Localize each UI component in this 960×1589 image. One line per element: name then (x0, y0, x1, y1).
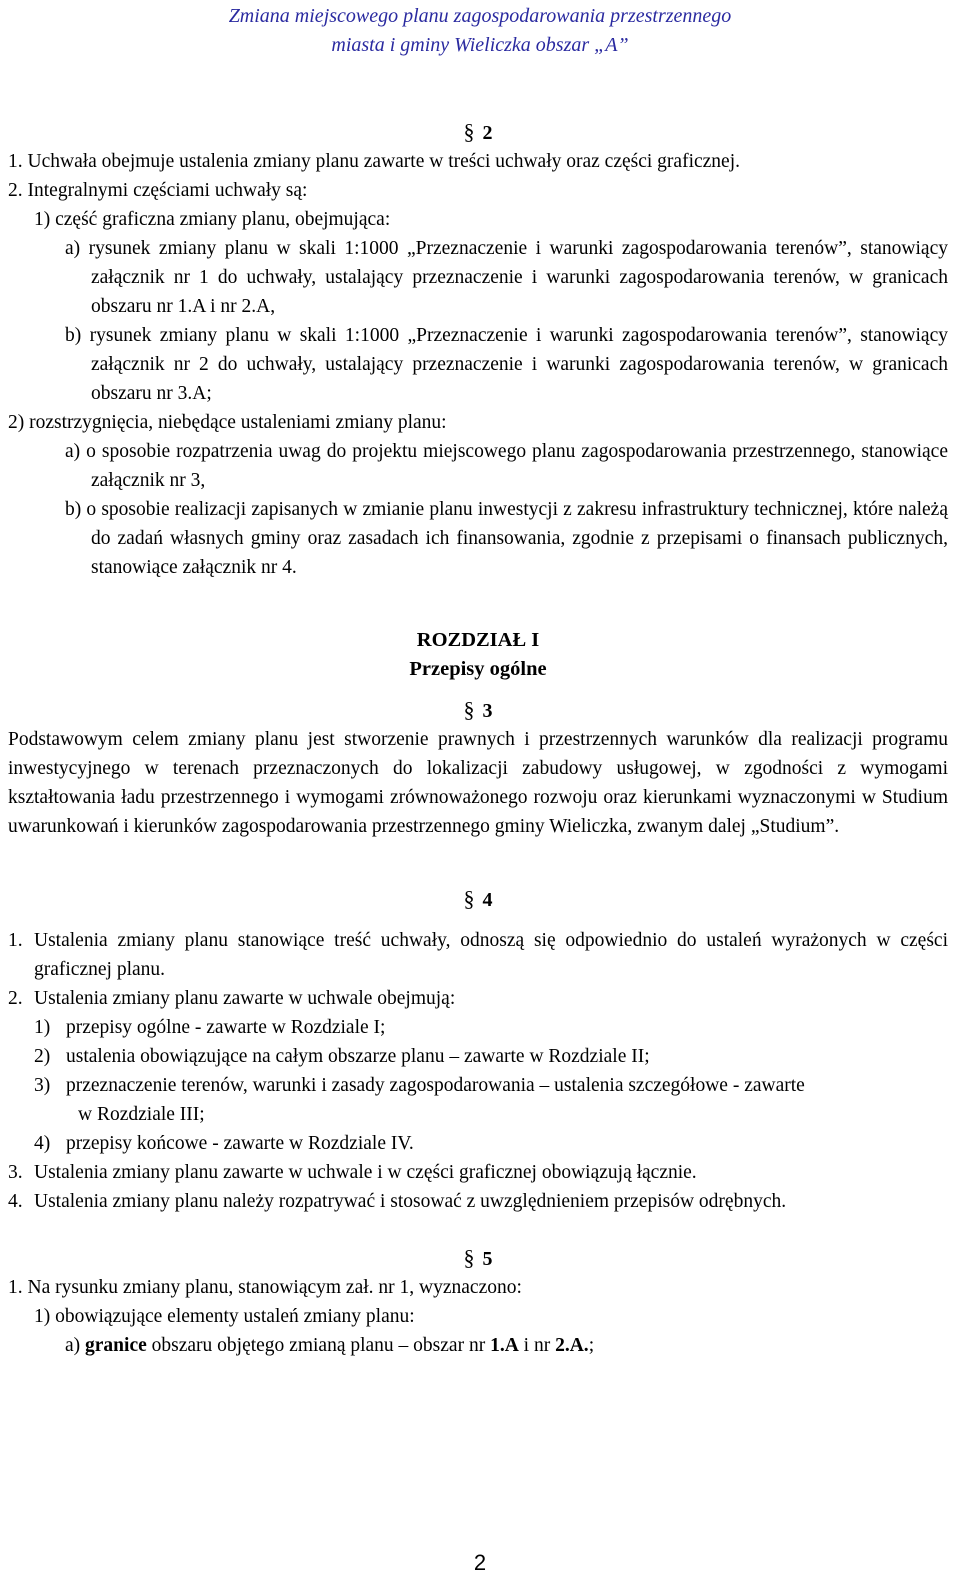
paragraph-3-heading (8, 696, 948, 725)
par4-point-4 (8, 1187, 948, 1216)
item-text: ; (588, 1335, 595, 1356)
document-header (0, 2, 960, 60)
chapter-subtitle: Przepisy ogólne (409, 658, 547, 680)
item-text: i nr (518, 1335, 556, 1356)
par3-text: Podstawowym celem zmiany planu jest stworzenie prawnych i przestrzennych warunków dla realizacji programu inwestycyjnego w terenach przeznaczonych do lokalizacji zabudowy usługowej, w zgodności z wymogami kształtowania ładu przestrzennego i wymogami zrównoważonego rozwoju oraz kierunkami wyznaczonymi w Studium uwarunkowań i kierunków zagospodarowania przestrzennego gminy Wieliczka, zwanym dalej „Studium”. (8, 729, 948, 837)
par2-item-1b: b) rysunek zmiany planu w skali 1:1000 „Przeznaczenie i warunki zagospodarowania terenów”, stanowiący załącznik nr 2 do uchwały, ustalający przeznaczenie i warunki zagospodarowania terenów, w granicach obszaru nr 3.A; (65, 325, 948, 404)
par2-item-2b: b) o sposobie realizacji zapisanych w zmianie planu inwestycji z zakresu infrastruktury technicznej, które należą do zadań własnych gminy oraz zasadach ich finansowania, zgodnie z przepisami o finansach publicznych, stanowiące załącznik nr 4. (65, 499, 948, 578)
chapter-title: ROZDZIAŁ I (416, 629, 540, 651)
par2-point-1: 1. Uchwała obejmuje ustalenia zmiany planu zawarte w treści uchwały oraz części graficznej. (8, 151, 740, 172)
par4-point-1 (8, 926, 948, 984)
item-text: obszaru objętego zmianą planu – obszar nr (146, 1335, 491, 1356)
point-number: 1. (8, 930, 23, 951)
subitem-text: przepisy ogólne - zawarte w Rozdziale I; (66, 1017, 386, 1038)
point-text: Ustalenia zmiany planu należy rozpatrywać i stosować z uwzględnieniem przepisów odrębnych. (34, 1191, 787, 1212)
section-sign: § (463, 697, 475, 722)
bold-area-number: 2.A. (555, 1335, 589, 1356)
point-number: 3. (8, 1162, 23, 1183)
section-sign: § (463, 1245, 475, 1270)
bold-area-number: 1.A (490, 1335, 519, 1356)
paragraph-4-heading (8, 885, 948, 914)
subitem-text: przeznaczenie terenów, warunki i zasady zagospodarowania – ustalenia szczegółowe - zawarte (66, 1075, 805, 1096)
par4-subitem-2 (8, 1042, 948, 1071)
bold-term: granice (85, 1335, 147, 1356)
point-text: Ustalenia zmiany planu stanowiące treść uchwały, odnoszą się odpowiednio do ustaleń wyrażonych w części graficznej planu. (34, 930, 948, 980)
par2-point-2: 2. Integralnymi częściami uchwały są: (8, 180, 308, 201)
document-body (8, 118, 948, 1360)
subitem-text: przepisy końcowe - zawarte w Rozdziale IV. (66, 1133, 414, 1154)
par4-subitem-3-continuation: w Rozdziale III; (78, 1104, 205, 1125)
paragraph-2-heading (8, 118, 948, 147)
point-number: 2. (8, 988, 23, 1009)
par2-item-2a: a) o sposobie rozpatrzenia uwag do projektu miejscowego planu zagospodarowania przestrzennego, stanowiące załącznik nr 3, (65, 441, 948, 491)
par2-item-2: 2) rozstrzygnięcia, niebędące ustaleniami zmiany planu: (8, 412, 447, 433)
subitem-number: 4) (34, 1133, 51, 1154)
paragraph-5-heading (8, 1244, 948, 1273)
paragraph-number: 2 (482, 122, 493, 144)
subitem-number: 2) (34, 1046, 51, 1067)
par4-subitem-3 (8, 1071, 948, 1100)
par4-subitem-4 (8, 1129, 948, 1158)
par2-item-1: 1) część graficzna zmiany planu, obejmująca: (34, 209, 391, 230)
header-line-2: miasta i gminy Wieliczka obszar „A” (331, 34, 629, 56)
section-sign: § (463, 886, 475, 911)
paragraph-number: 4 (482, 889, 493, 911)
par2-item-1a: a) rysunek zmiany planu w skali 1:1000 „Przeznaczenie i warunki zagospodarowania terenów”, stanowiący załącznik nr 1 do uchwały, ustalający przeznaczenie i warunki zagospodarowania terenów, w granicach obszaru nr 1.A i nr 2.A, (65, 238, 948, 317)
paragraph-number: 3 (482, 700, 493, 722)
par5-item-1: 1) obowiązujące elementy ustaleń zmiany planu: (34, 1306, 415, 1327)
point-text: Ustalenia zmiany planu zawarte w uchwale obejmują: (34, 988, 456, 1009)
point-number: 4. (8, 1191, 23, 1212)
par4-point-3 (8, 1158, 948, 1187)
item-letter: a) (65, 1335, 86, 1356)
subitem-number: 1) (34, 1017, 51, 1038)
section-sign: § (463, 119, 475, 144)
page-number: 2 (473, 1550, 487, 1575)
paragraph-number: 5 (482, 1248, 493, 1270)
subitem-number: 3) (34, 1075, 51, 1096)
header-line-1: Zmiana miejscowego planu zagospodarowania przestrzennego (228, 5, 732, 27)
par5-item-1a (8, 1331, 948, 1360)
point-text: Ustalenia zmiany planu zawarte w uchwale i w części graficznej obowiązują łącznie. (34, 1162, 697, 1183)
par4-point-2 (8, 984, 948, 1013)
par5-point-1: 1. Na rysunku zmiany planu, stanowiącym zał. nr 1, wyznaczono: (8, 1277, 522, 1298)
subitem-text: ustalenia obowiązujące na całym obszarze planu – zawarte w Rozdziale II; (66, 1046, 650, 1067)
par4-subitem-1 (8, 1013, 948, 1042)
